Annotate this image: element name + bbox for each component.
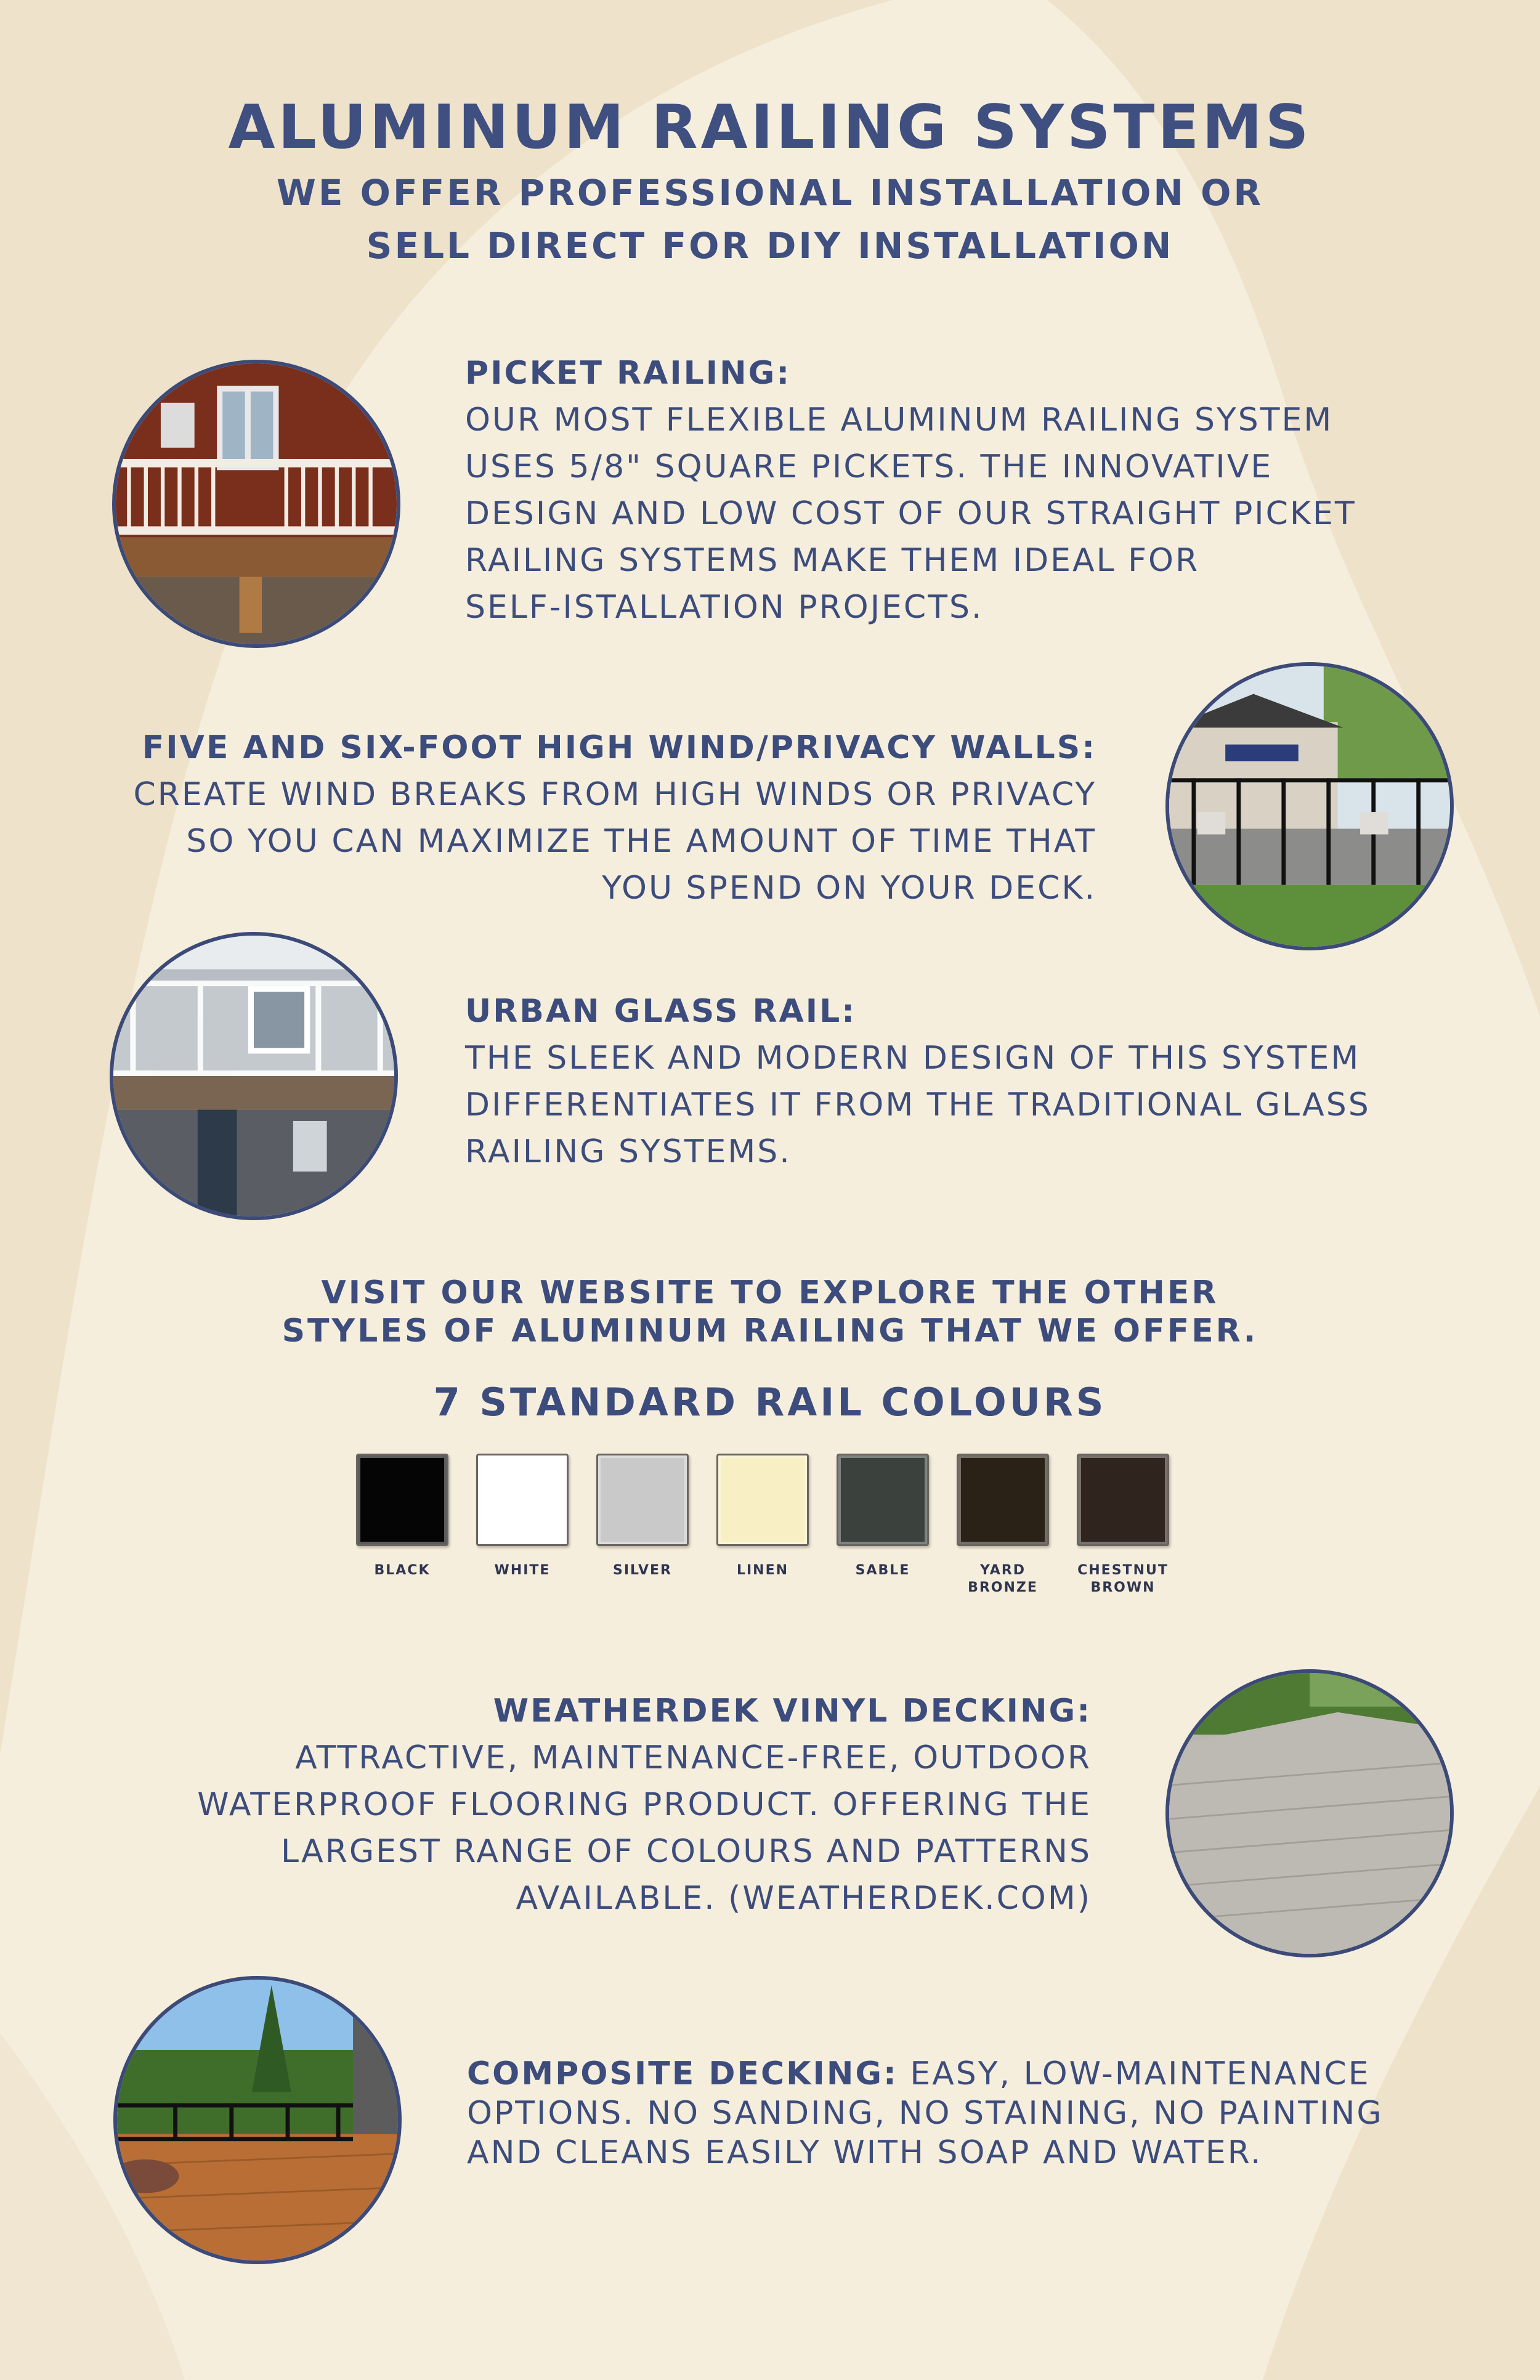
picket-railing-line: RAILING SYSTEMS MAKE THEM IDEAL FOR: [465, 542, 1200, 579]
urban-glass-rail-line: RAILING SYSTEMS.: [465, 1133, 792, 1170]
swatch-label: [704, 1562, 821, 1579]
swatch-black: [356, 1454, 448, 1579]
swatch-label: [464, 1562, 581, 1579]
swatch-sable: [837, 1454, 929, 1579]
urban-glass-rail-heading: URBAN GLASS RAIL:: [465, 993, 857, 1030]
privacy-walls-photo: [1165, 662, 1454, 950]
weatherdek-line: LARGEST RANGE OF COLOURS AND PATTERNS: [281, 1833, 1092, 1870]
picket-railing-photo: [112, 360, 400, 648]
swatch-label-line: YARD: [979, 1563, 1026, 1578]
privacy-walls-heading: FIVE AND SIX-FOOT HIGH WIND/PRIVACY WALLS:: [142, 729, 1096, 766]
swatch-color: [596, 1454, 689, 1546]
swatch-yard-bronze: [957, 1454, 1049, 1597]
subtitle-line: WE OFFER PROFESSIONAL INSTALLATION OR: [276, 172, 1264, 214]
composite-decking-line: [467, 2054, 1514, 2094]
swatch-label: [944, 1562, 1061, 1597]
swatch-chestnut-brown: [1077, 1454, 1169, 1597]
swatch-label-line: WHITE: [494, 1563, 551, 1578]
swatch-label: [824, 1562, 941, 1579]
weatherdek-photo: [1165, 1669, 1454, 1957]
subtitle-line: SELL DIRECT FOR DIY INSTALLATION: [366, 225, 1174, 267]
swatch-label: [584, 1562, 701, 1579]
swatch-label-line: SABLE: [855, 1563, 910, 1578]
picket-railing-line: SELF-ISTALLATION PROJECTS.: [465, 589, 984, 626]
picket-railing-line: OUR MOST FLEXIBLE ALUMINUM RAILING SYSTEM: [465, 402, 1334, 439]
composite-decking-text: [467, 2054, 1514, 2172]
swatch-color: [356, 1454, 448, 1546]
privacy-walls-line: YOU SPEND ON YOUR DECK.: [602, 870, 1096, 907]
swatch-white: [476, 1454, 569, 1579]
swatch-label-line: BRONZE: [968, 1580, 1038, 1595]
composite-decking-line-rest: EASY, LOW-MAINTENANCE: [898, 2055, 1371, 2092]
swatch-label-line: BLACK: [374, 1563, 431, 1578]
picket-railing-heading: PICKET RAILING:: [465, 355, 792, 392]
privacy-walls-text: [37, 724, 1096, 912]
urban-glass-rail-line: THE SLEEK AND MODERN DESIGN OF THIS SYSTEM: [465, 1040, 1361, 1077]
visit-line: STYLES OF ALUMINUM RAILING THAT WE OFFER.: [282, 1313, 1258, 1350]
swatch-color: [1077, 1454, 1169, 1546]
picket-railing-line: USES 5/8" SQUARE PICKETS. THE INNOVATIVE: [465, 448, 1273, 485]
swatch-label: [1064, 1562, 1181, 1597]
weatherdek-heading: WEATHERDEK VINYL DECKING:: [493, 1693, 1092, 1730]
picket-railing-line: DESIGN AND LOW COST OF OUR STRAIGHT PICKET: [465, 495, 1356, 532]
swatch-linen: [716, 1454, 809, 1579]
swatch-color: [837, 1454, 929, 1546]
privacy-walls-line: SO YOU CAN MAXIMIZE THE AMOUNT OF TIME THAT: [186, 823, 1096, 860]
swatch-label-line: SILVER: [612, 1563, 672, 1578]
composite-decking-photo: [113, 1976, 402, 2264]
urban-glass-rail-photo: [110, 932, 398, 1220]
urban-glass-rail-text: [465, 988, 1512, 1175]
composite-decking-line: AND CLEANS EASILY WITH SOAP AND WATER.: [467, 2134, 1263, 2171]
swatch-color: [476, 1454, 569, 1546]
composite-decking-line: OPTIONS. NO SANDING, NO STAINING, NO PAINTING: [467, 2095, 1384, 2132]
urban-glass-rail-line: DIFFERENTIATES IT FROM THE TRADITIONAL GLASS: [465, 1087, 1371, 1123]
privacy-walls-line: CREATE WIND BREAKS FROM HIGH WINDS OR PRIVACY: [133, 776, 1096, 813]
swatch-color: [957, 1454, 1049, 1546]
composite-decking-heading: COMPOSITE DECKING:: [467, 2055, 898, 2092]
swatch-label-line: BROWN: [1090, 1580, 1156, 1595]
swatch-label-line: LINEN: [736, 1563, 789, 1578]
visit-website-note: [154, 1274, 1386, 1350]
colour-swatches: [356, 1454, 1181, 1595]
page-title: ALUMINUM RAILING SYSTEMS: [228, 92, 1312, 163]
page-subtitle: [154, 166, 1386, 272]
weatherdek-line: WATERPROOF FLOORING PRODUCT. OFFERING THE: [197, 1786, 1092, 1823]
swatch-label-line: CHESTNUT: [1077, 1563, 1169, 1578]
weatherdek-line: ATTRACTIVE, MAINTENANCE-FREE, OUTDOOR: [295, 1739, 1092, 1776]
swatch-silver: [596, 1454, 689, 1579]
picket-railing-text: [465, 350, 1512, 631]
visit-line: VISIT OUR WEBSITE TO EXPLORE THE OTHER: [321, 1274, 1219, 1311]
rail-colours-title: 7 STANDARD RAIL COLOURS: [433, 1380, 1107, 1425]
weatherdek-text: [37, 1688, 1092, 1922]
weatherdek-line: AVAILABLE. (WEATHERDEK.COM): [516, 1880, 1092, 1917]
swatch-label: [344, 1562, 461, 1579]
swatch-color: [716, 1454, 809, 1546]
